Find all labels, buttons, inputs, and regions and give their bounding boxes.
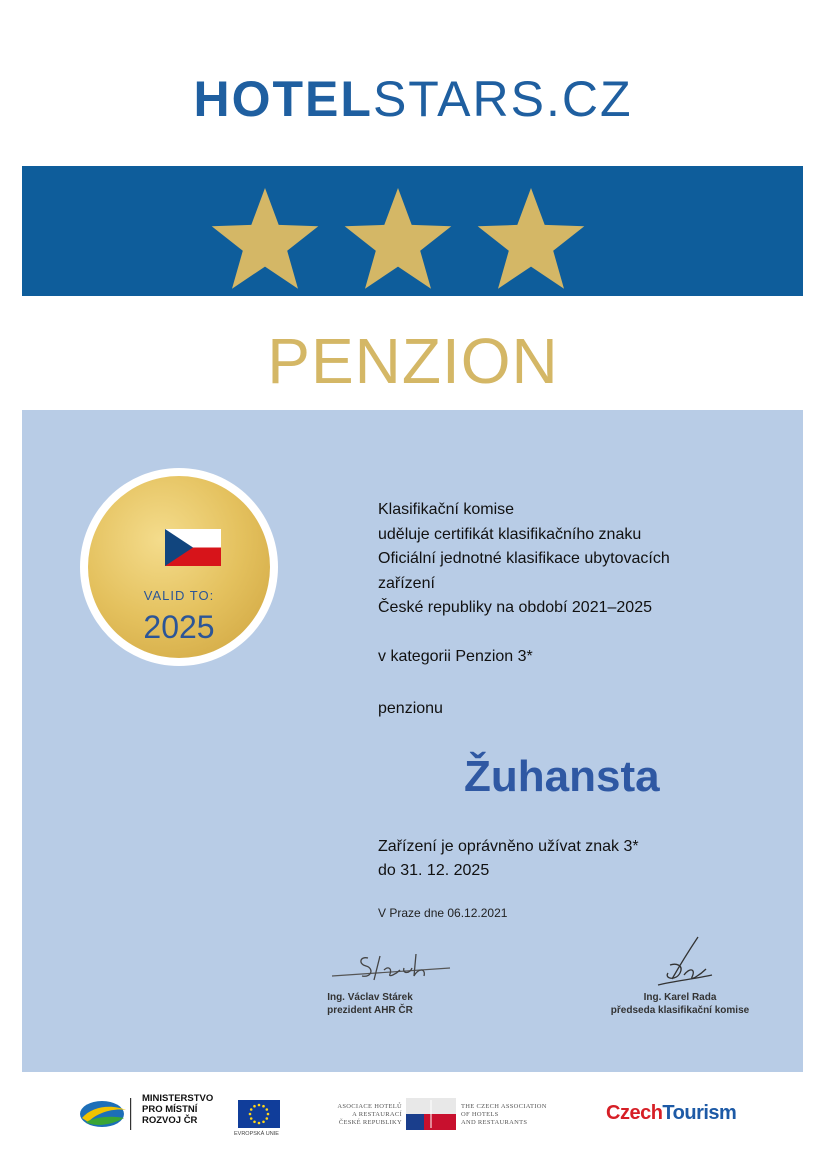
czechtourism-logo [606,1102,736,1125]
eu-stars-icon [238,1100,280,1128]
logo-part-hotel: HOTEL [193,71,373,127]
intro-line: Oficiální jednotné klasifikace ubytovacích [378,550,670,567]
signature-starek-icon [330,948,460,988]
footer-logos [0,1090,826,1140]
validity-seal [80,468,278,666]
certificate-intro [378,498,670,621]
intro-line: uděluje certifikát klasifikačního znaku [378,525,642,543]
stars-graphic [22,166,803,296]
mmr-logo-icon [78,1096,136,1132]
ahr-line: A RESTAURACÍ [352,1111,402,1118]
validity-statement [378,835,639,883]
mmr-line: MINISTERSTVO [142,1093,214,1104]
signer-role: předseda klasifikační komise [610,1005,750,1016]
czechtourism-part-czech: Czech [606,1102,663,1124]
star-icon [345,188,452,289]
intro-line: zařízení [378,574,435,592]
ahr-line: ASOCIACE HOTELŮ [337,1103,402,1110]
valid-to-label: VALID TO: [143,588,215,603]
ahr-line: ČESKÉ REPUBLIKY [338,1119,402,1126]
signature-rada-icon [650,935,720,990]
hotelstars-logo [0,71,826,127]
category-title: PENZION [267,325,559,397]
intro-line: Klasifikační komise [378,501,515,518]
signer-name: Ing. Karel Rada [643,992,717,1003]
signer-starek [310,991,430,1017]
logo-part-stars: STARS.CZ [372,71,633,127]
eu-label: EVROPSKÁ UNIE [234,1131,279,1137]
ahr-line: THE CZECH ASSOCIATION [461,1103,547,1110]
validity-line: do 31. 12. 2025 [378,862,490,879]
validity-line: Zařízení je oprávněno užívat znak 3* [378,838,639,855]
mmr-line: PRO MÍSTNÍ [142,1104,198,1115]
stars-band [22,166,803,296]
star-icon [212,188,319,289]
mmr-text [142,1093,213,1126]
seal-gold-disc [88,476,270,658]
ahr-line: OF HOTELS [461,1111,499,1118]
ahr-line: AND RESTAURANTS [461,1119,528,1126]
ahr-logo-icon [406,1098,456,1130]
mmr-line: ROZVOJ ČR [142,1115,198,1126]
signer-name: Ing. Václav Stárek [327,992,413,1003]
star-icon [478,188,585,289]
category-line: v kategorii Penzion 3* [378,648,533,665]
place-date: V Praze dne 06.12.2021 [378,906,508,920]
czechtourism-part-tourism: Tourism [662,1102,737,1124]
valid-year: 2025 [143,609,215,645]
ahr-text-en [461,1103,547,1127]
signer-rada [600,991,760,1017]
czech-flag-icon [165,529,221,566]
intro-line: České republiky na období 2021–2025 [378,599,652,616]
type-line: penzionu [378,700,443,717]
eu-flag-icon [238,1100,280,1128]
ahr-text-cz [326,1103,402,1127]
establishment-name: Žuhansta [464,752,660,801]
signer-role: prezident AHR ČR [327,1005,413,1016]
